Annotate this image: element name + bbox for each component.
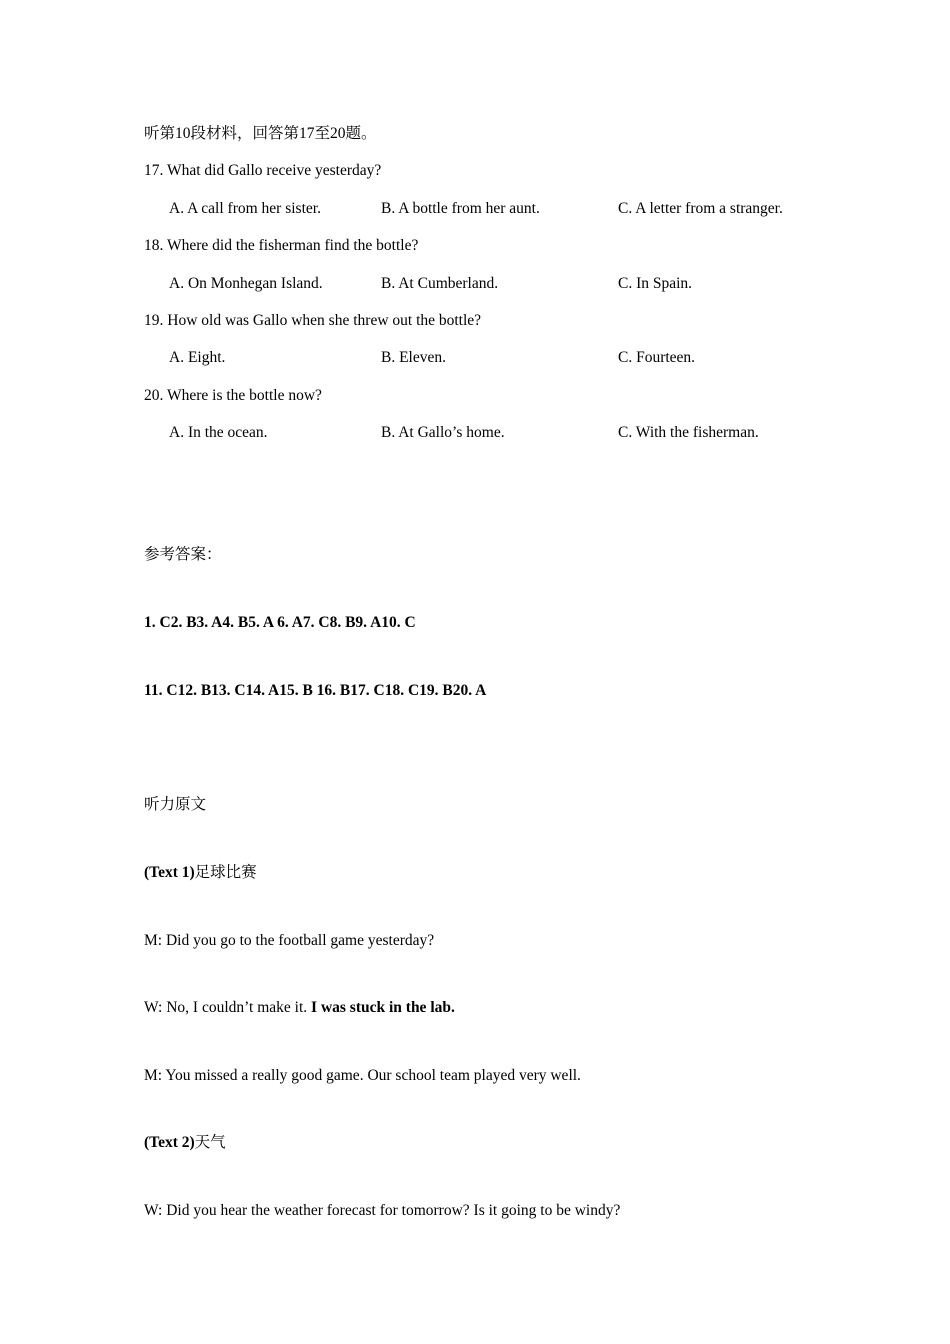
dialogue-line: [144, 1000, 455, 1016]
text-topic: 足球比赛: [194, 864, 257, 881]
option-b: B. A bottle from her aunt.: [381, 200, 540, 217]
transcript-heading: 听力原文: [144, 796, 207, 813]
text-1-heading: [144, 865, 257, 881]
dialogue-text: M: Did you go to the football game yesterday?: [144, 932, 435, 949]
option-a: A. On Monhegan Island.: [169, 275, 323, 292]
question-stem: 18. Where did the fisherman find the bottle?: [144, 237, 419, 254]
question-stem: 17. What did Gallo receive yesterday?: [144, 162, 382, 179]
dialogue-text: M: You missed a really good game. Our school team played very well.: [144, 1067, 581, 1084]
option-b: B. At Cumberland.: [381, 275, 499, 292]
dialogue-line: [144, 1203, 620, 1219]
option-b: B. Eleven.: [381, 349, 446, 366]
option-c: C. Fourteen.: [618, 349, 696, 366]
answer-key-line: 1. C2. B3. A4. B5. A 6. A7. C8. B9. A10. C: [144, 614, 416, 631]
dialogue-text: W: No, I couldn’t make it.: [144, 999, 312, 1016]
option-c: C. A letter from a stranger.: [618, 200, 783, 217]
dialogue-highlight: I was stuck in the lab.: [311, 999, 455, 1016]
option-c: C. With the fisherman.: [618, 424, 759, 441]
question-stem: 20. Where is the bottle now?: [144, 387, 322, 404]
text-2-heading: [144, 1135, 226, 1151]
dialogue-line: [144, 933, 434, 949]
text-label: (Text 2): [144, 1134, 195, 1151]
dialogue-line: [144, 1068, 581, 1084]
option-a: A. In the ocean.: [169, 424, 268, 441]
section-instruction: 听第10段材料，回答第17至20题。: [144, 125, 377, 142]
text-topic: 天气: [194, 1134, 226, 1151]
option-b: B. At Gallo’s home.: [381, 424, 505, 441]
answer-key-line: 11. C12. B13. C14. A15. B 16. B17. C18. C19. B20. A: [144, 682, 487, 699]
dialogue-text: W: Did you hear the weather forecast for tomorrow? Is it going to be windy?: [144, 1202, 621, 1219]
option-a: A. A call from her sister.: [169, 200, 321, 217]
option-c: C. In Spain.: [618, 275, 693, 292]
option-a: A. Eight.: [169, 349, 226, 366]
text-label: (Text 1): [144, 864, 195, 881]
answer-key-heading: 参考答案：: [144, 546, 222, 563]
question-stem: 19. How old was Gallo when she threw out the bottle?: [144, 312, 482, 329]
